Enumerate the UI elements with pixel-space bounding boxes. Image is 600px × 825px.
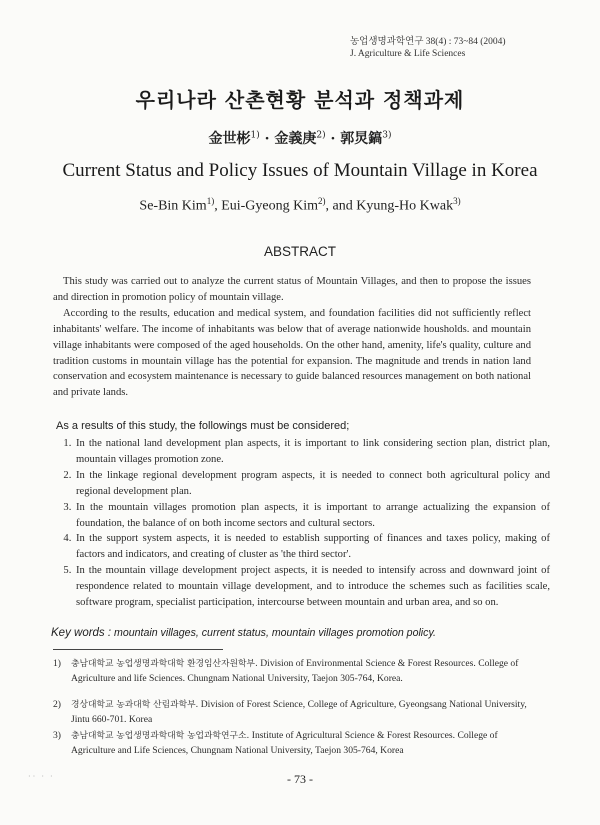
scan-artifact-dots: ·· · · [28,772,55,781]
author-3-affil: 3) [382,130,392,141]
author-1-cjk: 金世彬 [208,131,251,147]
footnote-1 [53,657,531,685]
results-list [56,436,550,611]
footnote-number: 2) [53,699,61,710]
abstract-body [53,274,531,401]
author-3-affil: 3) [453,196,461,206]
footnote-3 [53,729,531,757]
author-2-cjk: 金義庚 [274,131,317,147]
result-item: 2. In the linkage regional development program aspects, it is needed to connect both agricultural policy and regional development plan. [74,468,550,500]
keywords-label: Key words : [51,627,112,639]
title-korean: 우리나라 산촌현황 분석과 정책과제 [135,88,465,112]
footnote-number: 3) [53,730,61,741]
author-3-en: , and Kyung-Ho Kwak [325,198,454,214]
author-1-affil: 1) [250,130,260,141]
author-2-en: , Eui-Gyeong Kim [214,198,319,214]
authors-cjk [0,128,600,148]
result-item: 5. In the mountain village development project aspects, it is needed to intensify across and downward joint of respondence related to mountain village development, and to introduce the schemes such as facilities scale, software program, specialist participation, intercourse between mountain and urban area, and so on. [74,563,550,611]
journal-name: J. Agriculture & Life Sciences [350,49,466,59]
footnote-korean: 경상대학교 농과대학 산림과학부. [71,700,199,710]
page-number: - 73 - [287,772,313,786]
journal-header [350,36,530,60]
keywords [51,627,531,639]
author-3-cjk: 郭炅鎬 [340,131,383,147]
abstract-heading: ABSTRACT [263,244,336,259]
journal-citation: 농업생명과학연구 38(4) : 73~84 (2004) [350,37,506,47]
author-1-en: Se-Bin Kim [139,198,207,214]
footnote-divider [53,649,223,650]
abstract-paragraph: This study was carried out to analyze the current status of Mountain Villages, and then to propose the issues and direction in promotion policy of mountain village. [53,276,531,303]
footnote-2 [53,698,531,726]
author-2-affil: 2) [318,196,326,206]
result-item: 3. In the mountain villages promotion plan aspects, it is important to arrange actualizing the expansion of foundation, the balance of on both income sectors and cultural sectors. [74,500,550,532]
footnote-english: Division of Environmental Science & Forest Resources. College of Agriculture and life Sciences. Chungnam National University, Taejon 305-764, Korea. [71,658,519,684]
result-item: 4. In the support system aspects, it is needed to establish supporting of finances and taxes policy, making of factors and indicators, and creating of cluster as 'the third sector'. [74,531,550,563]
abstract-paragraph: According to the results, education and medical system, and foundation facilities did not sufficiently reflect inhabitants' welfare. The income of inhabitants was below that of average nationwide housholds. and mountain village inhabitants were composed of the aged households. On the other hand, amenity, life's quality, culture and tradition customs in mountain village has the potential for expansion. The magnitude and trends in nation land conservation and ecosystem maintenance is necessary to guide balanced resources management on both national and private lands. [53,307,531,399]
keywords-text: mountain villages, current status, mountain villages promotion policy. [111,627,436,639]
author-separator: · [259,131,275,147]
author-separator: · [325,131,341,147]
footnote-korean: 충남대학교 농업생명과학대학 환경임산자원학부. [71,659,258,669]
footnote-english: Institute of Agricultural Science & Forest Resources. College of Agriculture and Life Sciences, Chungnam National University, Taejon 305-764, Korea [71,730,498,756]
footnote-korean: 충남대학교 농업생명과학대학 농업과학연구소. [71,731,250,741]
result-item: 1. In the national land development plan aspects, it is important to link considering section plan, district plan, mountain villages promotion zone. [74,436,550,468]
authors-english [0,196,600,215]
results-intro: As a results of this study, the followings must be considered; [56,420,350,432]
footnote-number: 1) [53,658,61,669]
author-2-affil: 2) [316,130,326,141]
footnote-english: Division of Forest Science, College of Agriculture, Gyeongsang National University, Jintu 660-701. Korea [71,699,527,725]
title-english: Current Status and Policy Issues of Mountain Village in Korea [62,160,538,181]
author-1-affil: 1) [206,196,215,206]
